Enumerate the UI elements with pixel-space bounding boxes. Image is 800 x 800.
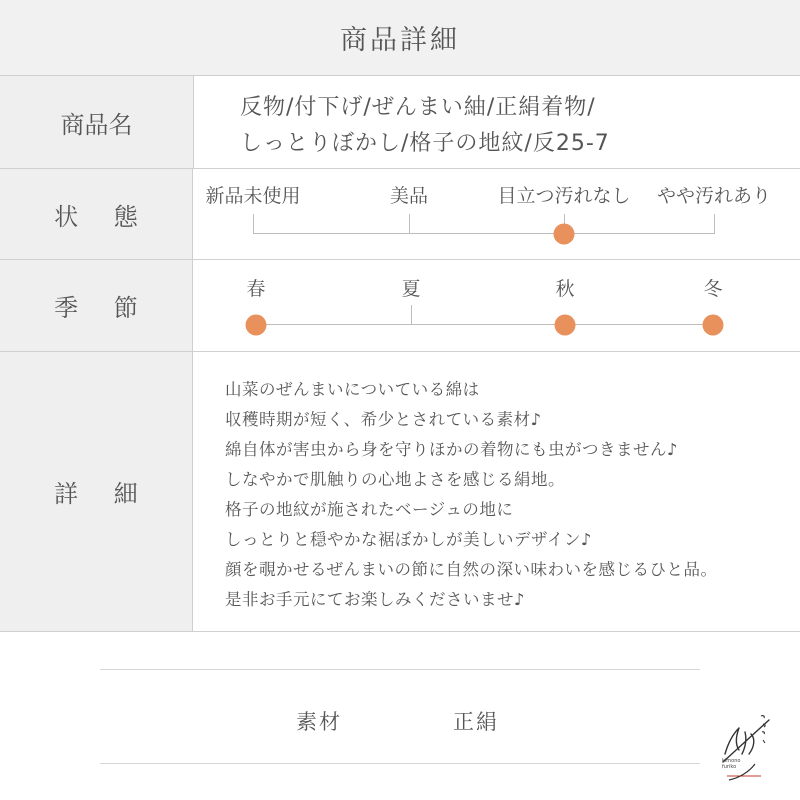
condition-row bbox=[0, 169, 800, 260]
material-bottom-divider bbox=[100, 763, 700, 764]
details-line: 綿自体が害虫から身を守りほかの着物にも虫がつきません♪ bbox=[225, 440, 679, 459]
condition-option: 美品 bbox=[389, 185, 429, 207]
condition-option: 目立つ汚れなし bbox=[497, 185, 631, 207]
condition-marker-dot bbox=[554, 224, 575, 245]
details-line: 収穫時期が短く、希少とされている素材♪ bbox=[225, 410, 542, 429]
details-text bbox=[225, 375, 718, 615]
season-tick bbox=[411, 305, 412, 325]
condition-tick bbox=[253, 214, 254, 234]
details-line: 是非お手元にてお楽しみくださいませ♪ bbox=[225, 590, 526, 609]
details-line: 山菜のぜんまいについている綿は bbox=[225, 380, 480, 399]
page-title: 商品詳細 bbox=[0, 0, 800, 76]
details-row bbox=[0, 352, 800, 632]
condition-option: 新品未使用 bbox=[205, 185, 301, 207]
condition-label: 状 態 bbox=[0, 169, 193, 259]
season-option: 冬 bbox=[703, 278, 723, 300]
condition-tick bbox=[714, 214, 715, 234]
condition-scale-line bbox=[253, 233, 714, 234]
brand-logo-line: kimono bbox=[722, 758, 741, 764]
product-name-value bbox=[240, 90, 610, 162]
product-name-row bbox=[0, 76, 800, 169]
details-line: しなやかで肌触りの心地よさを感じる絹地。 bbox=[225, 470, 565, 489]
brand-logo-icon bbox=[715, 702, 777, 782]
season-label: 季 節 bbox=[0, 260, 193, 351]
product-name-line: しっとりぼかし/格子の地紋/反25-7 bbox=[240, 131, 610, 156]
season-row bbox=[0, 260, 800, 352]
product-name-label: 商品名 bbox=[0, 76, 194, 168]
season-option: 夏 bbox=[401, 278, 421, 300]
season-dot-spring bbox=[246, 315, 267, 336]
season-option: 春 bbox=[246, 278, 266, 300]
condition-tick bbox=[409, 214, 410, 234]
season-option: 秋 bbox=[555, 278, 575, 300]
product-name-line: 反物/付下げ/ぜんまい紬/正絹着物/ bbox=[240, 95, 596, 120]
details-line: しっとりと穏やかな裾ぼかしが美しいデザイン♪ bbox=[225, 530, 592, 549]
brand-logo-line: furiko bbox=[722, 764, 737, 770]
material-top-divider bbox=[100, 669, 700, 670]
brand-logo-text bbox=[722, 758, 740, 770]
season-scale-line bbox=[256, 324, 713, 325]
material-value: 正絹 bbox=[453, 710, 499, 734]
season-dot-autumn bbox=[555, 315, 576, 336]
condition-option: やや汚れあり bbox=[656, 185, 772, 207]
season-dot-winter bbox=[703, 315, 724, 336]
details-label: 詳 細 bbox=[0, 352, 193, 631]
material-label: 素材 bbox=[296, 710, 342, 734]
details-line: 顔を覗かせるぜんまいの節に自然の深い味わいを感じるひと品。 bbox=[225, 560, 718, 579]
details-line: 格子の地紋が施されたベージュの地に bbox=[225, 500, 514, 519]
